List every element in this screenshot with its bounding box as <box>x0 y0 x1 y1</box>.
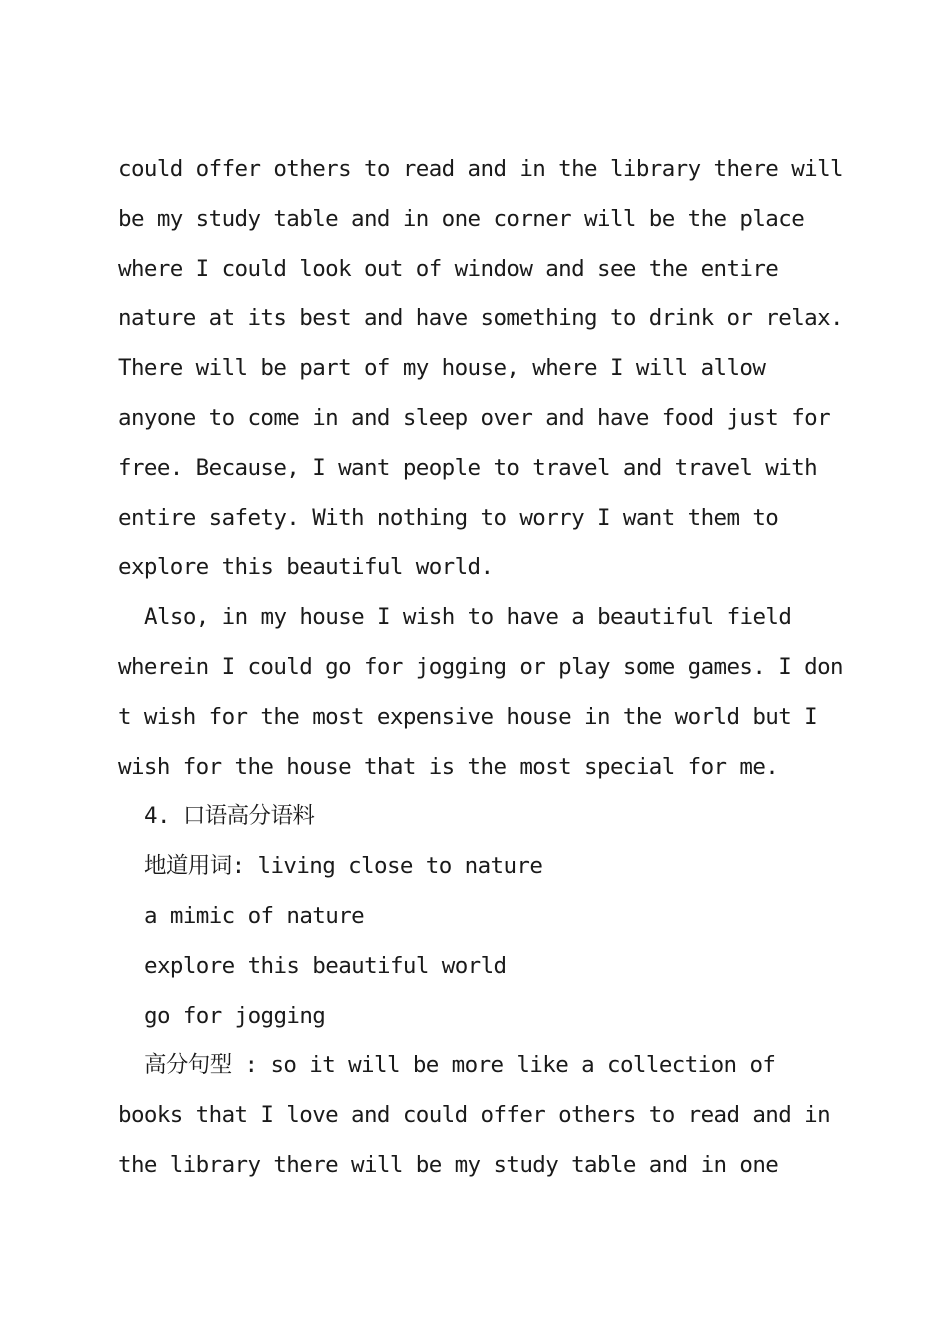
text-line: t wish for the most expensive house in the world but I <box>118 703 818 730</box>
text-line: anyone to come in and sleep over and have food just for <box>118 404 831 431</box>
text-line: the library there will be my study table and in one <box>118 1151 779 1178</box>
text-line: explore this beautiful world. <box>118 554 494 581</box>
section-heading: 4. 口语高分语料 <box>144 803 315 830</box>
text-line: There will be part of my house, where I will allow <box>118 355 766 382</box>
text-line: nature at its best and have something to drink or relax. <box>118 305 843 332</box>
sentence-pattern-line: 高分句型 : so it will be more like a collection of <box>144 1052 776 1079</box>
vocab-line: 地道用词: living close to nature <box>144 853 543 880</box>
document-body <box>118 145 843 1191</box>
text-line: books that I love and could offer others to read and in <box>118 1102 831 1129</box>
vocab-line: go for jogging <box>144 1002 326 1029</box>
vocab-line: a mimic of nature <box>144 902 365 929</box>
text-line: where I could look out of window and see the entire <box>118 255 779 282</box>
text-line: entire safety. With nothing to worry I want them to <box>118 504 779 531</box>
text-line: free. Because, I want people to travel and travel with <box>118 454 818 481</box>
text-line: wish for the house that is the most special for me. <box>118 753 779 780</box>
text-line: could offer others to read and in the library there will <box>118 156 843 182</box>
vocab-line: explore this beautiful world <box>144 952 507 979</box>
paragraph-first-line: Also, in my house I wish to have a beautiful field <box>144 604 792 631</box>
text-line: wherein I could go for jogging or play some games. I don <box>118 653 843 680</box>
text-line: be my study table and in one corner will be the place <box>118 205 805 232</box>
